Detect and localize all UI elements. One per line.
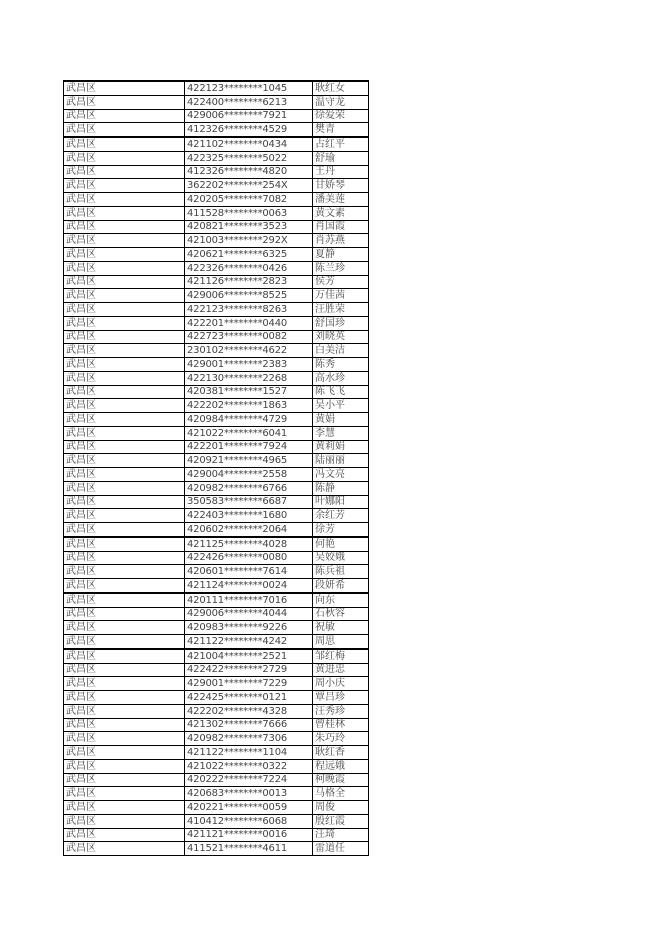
- name-cell: 陈兰珍: [313, 261, 369, 275]
- id-number-cell: 420983********9226: [185, 621, 313, 635]
- district-cell: 武昌区: [64, 704, 185, 718]
- name-cell: 白美洁: [313, 344, 369, 358]
- table-row: [64, 137, 369, 151]
- district-cell: 武昌区: [64, 440, 185, 454]
- district-cell: 武昌区: [64, 607, 185, 621]
- district-cell: 武昌区: [64, 663, 185, 677]
- district-cell: 武昌区: [64, 523, 185, 537]
- id-number-cell: 422326********0426: [185, 261, 313, 275]
- table-row: [64, 399, 369, 413]
- table-row: [64, 718, 369, 732]
- name-cell: 覃吕珍: [313, 691, 369, 705]
- name-cell: 黄娟: [313, 413, 369, 427]
- name-cell: 汪胜荣: [313, 303, 369, 317]
- district-cell: 武昌区: [64, 509, 185, 523]
- table-row: [64, 371, 369, 385]
- id-number-cell: 411521********4611: [185, 842, 313, 856]
- id-number-cell: 429004********2558: [185, 468, 313, 482]
- id-number-cell: 412326********4820: [185, 165, 313, 179]
- name-cell: 夏静: [313, 248, 369, 262]
- id-number-cell: 422403********1680: [185, 509, 313, 523]
- table-row: [64, 330, 369, 344]
- id-number-cell: 411528********0063: [185, 206, 313, 220]
- name-cell: 曾桂林: [313, 718, 369, 732]
- table-row: [64, 814, 369, 828]
- id-number-cell: 422130********2268: [185, 371, 313, 385]
- district-cell: 武昌区: [64, 621, 185, 635]
- table-row: [64, 704, 369, 718]
- id-number-cell: 412326********4529: [185, 123, 313, 137]
- table-row: [64, 509, 369, 523]
- table-row: [64, 495, 369, 509]
- name-cell: 占红平: [313, 137, 369, 151]
- table-row: [64, 151, 369, 165]
- id-number-cell: 422422********2729: [185, 663, 313, 677]
- district-cell: 武昌区: [64, 137, 185, 151]
- table-row: [64, 565, 369, 579]
- district-cell: 武昌区: [64, 732, 185, 746]
- table-row: [64, 828, 369, 842]
- id-number-cell: 420621********6325: [185, 248, 313, 262]
- name-cell: 王丹: [313, 165, 369, 179]
- table-row: [64, 649, 369, 663]
- district-cell: 武昌区: [64, 151, 185, 165]
- name-cell: 舒瑜: [313, 151, 369, 165]
- table-row: [64, 413, 369, 427]
- name-cell: 吴姣娥: [313, 551, 369, 565]
- district-cell: 武昌区: [64, 193, 185, 207]
- id-number-cell: 421004********2521: [185, 649, 313, 663]
- id-number-cell: 420821********3523: [185, 220, 313, 234]
- name-cell: 陈兵祖: [313, 565, 369, 579]
- name-cell: 刘晓英: [313, 330, 369, 344]
- id-number-cell: 422201********0440: [185, 316, 313, 330]
- table-row: [64, 289, 369, 303]
- name-cell: 甘娇琴: [313, 179, 369, 193]
- district-cell: 武昌区: [64, 234, 185, 248]
- id-number-cell: 429001********2383: [185, 358, 313, 372]
- district-cell: 武昌区: [64, 579, 185, 593]
- table-row: [64, 732, 369, 746]
- table-row: [64, 842, 369, 856]
- district-cell: 武昌区: [64, 759, 185, 773]
- table-row: [64, 261, 369, 275]
- id-number-cell: 422201********7924: [185, 440, 313, 454]
- id-number-cell: 422723********0082: [185, 330, 313, 344]
- district-cell: 武昌区: [64, 344, 185, 358]
- name-cell: 汪秀珍: [313, 704, 369, 718]
- name-cell: 肖国霞: [313, 220, 369, 234]
- name-cell: 舒国珍: [313, 316, 369, 330]
- id-number-cell: 421122********4242: [185, 635, 313, 649]
- district-cell: 武昌区: [64, 275, 185, 289]
- table-row: [64, 635, 369, 649]
- district-cell: 武昌区: [64, 289, 185, 303]
- id-number-cell: 420921********4965: [185, 454, 313, 468]
- id-number-cell: 421124********0024: [185, 579, 313, 593]
- id-number-cell: 422400********6213: [185, 95, 313, 109]
- name-cell: 黄莉娟: [313, 440, 369, 454]
- district-cell: 武昌区: [64, 399, 185, 413]
- district-cell: 武昌区: [64, 677, 185, 691]
- district-cell: 武昌区: [64, 330, 185, 344]
- district-cell: 武昌区: [64, 358, 185, 372]
- district-cell: 武昌区: [64, 814, 185, 828]
- district-cell: 武昌区: [64, 179, 185, 193]
- district-cell: 武昌区: [64, 495, 185, 509]
- name-cell: 肖苏燕: [313, 234, 369, 248]
- name-cell: 周思: [313, 635, 369, 649]
- name-cell: 雷道任: [313, 842, 369, 856]
- id-number-cell: 422123********1045: [185, 81, 313, 95]
- name-cell: 何艳: [313, 537, 369, 551]
- district-cell: 武昌区: [64, 371, 185, 385]
- id-number-cell: 422325********5022: [185, 151, 313, 165]
- district-cell: 武昌区: [64, 773, 185, 787]
- district-cell: 武昌区: [64, 565, 185, 579]
- id-number-cell: 420982********6766: [185, 481, 313, 495]
- id-number-cell: 429006********8525: [185, 289, 313, 303]
- district-cell: 武昌区: [64, 593, 185, 607]
- table-row: [64, 426, 369, 440]
- name-cell: 陈秀: [313, 358, 369, 372]
- district-cell: 武昌区: [64, 551, 185, 565]
- id-number-cell: 230102********4622: [185, 344, 313, 358]
- id-number-cell: 420982********7306: [185, 732, 313, 746]
- district-cell: 武昌区: [64, 95, 185, 109]
- district-cell: 武昌区: [64, 426, 185, 440]
- id-number-cell: 429006********7921: [185, 109, 313, 123]
- table-row: [64, 206, 369, 220]
- district-cell: 武昌区: [64, 635, 185, 649]
- name-cell: 朱巧玲: [313, 732, 369, 746]
- name-cell: 万佳茜: [313, 289, 369, 303]
- id-number-cell: 421022********0322: [185, 759, 313, 773]
- table-row: [64, 468, 369, 482]
- table-row: [64, 801, 369, 815]
- table-row: [64, 773, 369, 787]
- name-cell: 侯芳: [313, 275, 369, 289]
- id-number-cell: 422202********1863: [185, 399, 313, 413]
- name-cell: 陈飞飞: [313, 385, 369, 399]
- table-row: [64, 691, 369, 705]
- district-cell: 武昌区: [64, 746, 185, 760]
- district-cell: 武昌区: [64, 316, 185, 330]
- table-row: [64, 663, 369, 677]
- name-cell: 耿红香: [313, 746, 369, 760]
- id-number-cell: 420984********4729: [185, 413, 313, 427]
- table-row: [64, 358, 369, 372]
- district-cell: 武昌区: [64, 468, 185, 482]
- id-number-cell: 420601********7614: [185, 565, 313, 579]
- table-row: [64, 344, 369, 358]
- district-cell: 武昌区: [64, 481, 185, 495]
- name-cell: 徐爱荣: [313, 109, 369, 123]
- district-cell: 武昌区: [64, 220, 185, 234]
- district-cell: 武昌区: [64, 801, 185, 815]
- table-row: [64, 275, 369, 289]
- id-number-cell: 422123********8263: [185, 303, 313, 317]
- table-row: [64, 677, 369, 691]
- district-cell: 武昌区: [64, 261, 185, 275]
- name-cell: 冯文亮: [313, 468, 369, 482]
- name-cell: 陆丽丽: [313, 454, 369, 468]
- district-cell: 武昌区: [64, 81, 185, 95]
- district-cell: 武昌区: [64, 109, 185, 123]
- table-row: [64, 303, 369, 317]
- table-row: [64, 95, 369, 109]
- id-number-cell: 429001********7229: [185, 677, 313, 691]
- district-cell: 武昌区: [64, 454, 185, 468]
- id-number-cell: 420205********7082: [185, 193, 313, 207]
- table-row: [64, 109, 369, 123]
- name-cell: 潘美莲: [313, 193, 369, 207]
- district-cell: 武昌区: [64, 842, 185, 856]
- table-row: [64, 248, 369, 262]
- name-cell: 李慧: [313, 426, 369, 440]
- table-row: [64, 621, 369, 635]
- id-number-cell: 420381********1527: [185, 385, 313, 399]
- id-number-cell: 421125********4028: [185, 537, 313, 551]
- name-cell: 程远娥: [313, 759, 369, 773]
- district-cell: 武昌区: [64, 537, 185, 551]
- name-cell: 周俊: [313, 801, 369, 815]
- name-cell: 柯晚霞: [313, 773, 369, 787]
- id-number-cell: 420683********0013: [185, 787, 313, 801]
- name-cell: 殷红霞: [313, 814, 369, 828]
- name-cell: 祝敏: [313, 621, 369, 635]
- name-cell: 叶娜阳: [313, 495, 369, 509]
- name-cell: 邹红梅: [313, 649, 369, 663]
- table-row: [64, 481, 369, 495]
- table-row: [64, 440, 369, 454]
- id-number-cell: 421302********7666: [185, 718, 313, 732]
- id-number-cell: 422202********4328: [185, 704, 313, 718]
- id-number-cell: 420111********7016: [185, 593, 313, 607]
- table-row: [64, 179, 369, 193]
- district-cell: 武昌区: [64, 413, 185, 427]
- district-cell: 武昌区: [64, 303, 185, 317]
- district-cell: 武昌区: [64, 787, 185, 801]
- id-number-cell: 420602********2064: [185, 523, 313, 537]
- name-cell: 徐芳: [313, 523, 369, 537]
- table-row: [64, 165, 369, 179]
- id-number-cell: 420222********7224: [185, 773, 313, 787]
- id-number-cell: 421126********2823: [185, 275, 313, 289]
- id-number-cell: 362202********254X: [185, 179, 313, 193]
- district-cell: 武昌区: [64, 649, 185, 663]
- name-cell: 向东: [313, 593, 369, 607]
- id-number-cell: 422426********0080: [185, 551, 313, 565]
- district-cell: 武昌区: [64, 718, 185, 732]
- name-cell: 汪琦: [313, 828, 369, 842]
- name-cell: 段妍希: [313, 579, 369, 593]
- district-cell: 武昌区: [64, 248, 185, 262]
- id-number-cell: 429006********4044: [185, 607, 313, 621]
- district-cell: 武昌区: [64, 828, 185, 842]
- name-cell: 马格全: [313, 787, 369, 801]
- name-cell: 樊青: [313, 123, 369, 137]
- name-cell: 温守龙: [313, 95, 369, 109]
- name-cell: 石秋容: [313, 607, 369, 621]
- table-row: [64, 81, 369, 95]
- id-number-cell: 421121********0016: [185, 828, 313, 842]
- table-row: [64, 607, 369, 621]
- district-cell: 武昌区: [64, 165, 185, 179]
- table-row: [64, 316, 369, 330]
- table-row: [64, 551, 369, 565]
- id-number-cell: 410412********6068: [185, 814, 313, 828]
- id-number-cell: 420221********0059: [185, 801, 313, 815]
- district-cell: 武昌区: [64, 123, 185, 137]
- district-cell: 武昌区: [64, 691, 185, 705]
- name-cell: 耿红女: [313, 81, 369, 95]
- id-number-cell: 350583********6687: [185, 495, 313, 509]
- name-cell: 黄文素: [313, 206, 369, 220]
- name-cell: 陈静: [313, 481, 369, 495]
- table-row: [64, 759, 369, 773]
- table-row: [64, 746, 369, 760]
- id-number-cell: 421022********6041: [185, 426, 313, 440]
- id-number-cell: 421102********0434: [185, 137, 313, 151]
- table-row: [64, 787, 369, 801]
- table-row: [64, 537, 369, 551]
- table-row: [64, 234, 369, 248]
- district-cell: 武昌区: [64, 385, 185, 399]
- table-row: [64, 593, 369, 607]
- id-number-cell: 422425********0121: [185, 691, 313, 705]
- id-number-cell: 421003********292X: [185, 234, 313, 248]
- name-cell: 余红芳: [313, 509, 369, 523]
- table-row: [64, 523, 369, 537]
- table-row: [64, 220, 369, 234]
- table-row: [64, 385, 369, 399]
- name-cell: 高水珍: [313, 371, 369, 385]
- name-cell: 吴小平: [313, 399, 369, 413]
- table-row: [64, 579, 369, 593]
- roster-table: [63, 80, 369, 856]
- table-row: [64, 123, 369, 137]
- id-number-cell: 421122********1104: [185, 746, 313, 760]
- table-row: [64, 193, 369, 207]
- name-cell: 黄进忠: [313, 663, 369, 677]
- table-row: [64, 454, 369, 468]
- district-cell: 武昌区: [64, 206, 185, 220]
- name-cell: 周小庆: [313, 677, 369, 691]
